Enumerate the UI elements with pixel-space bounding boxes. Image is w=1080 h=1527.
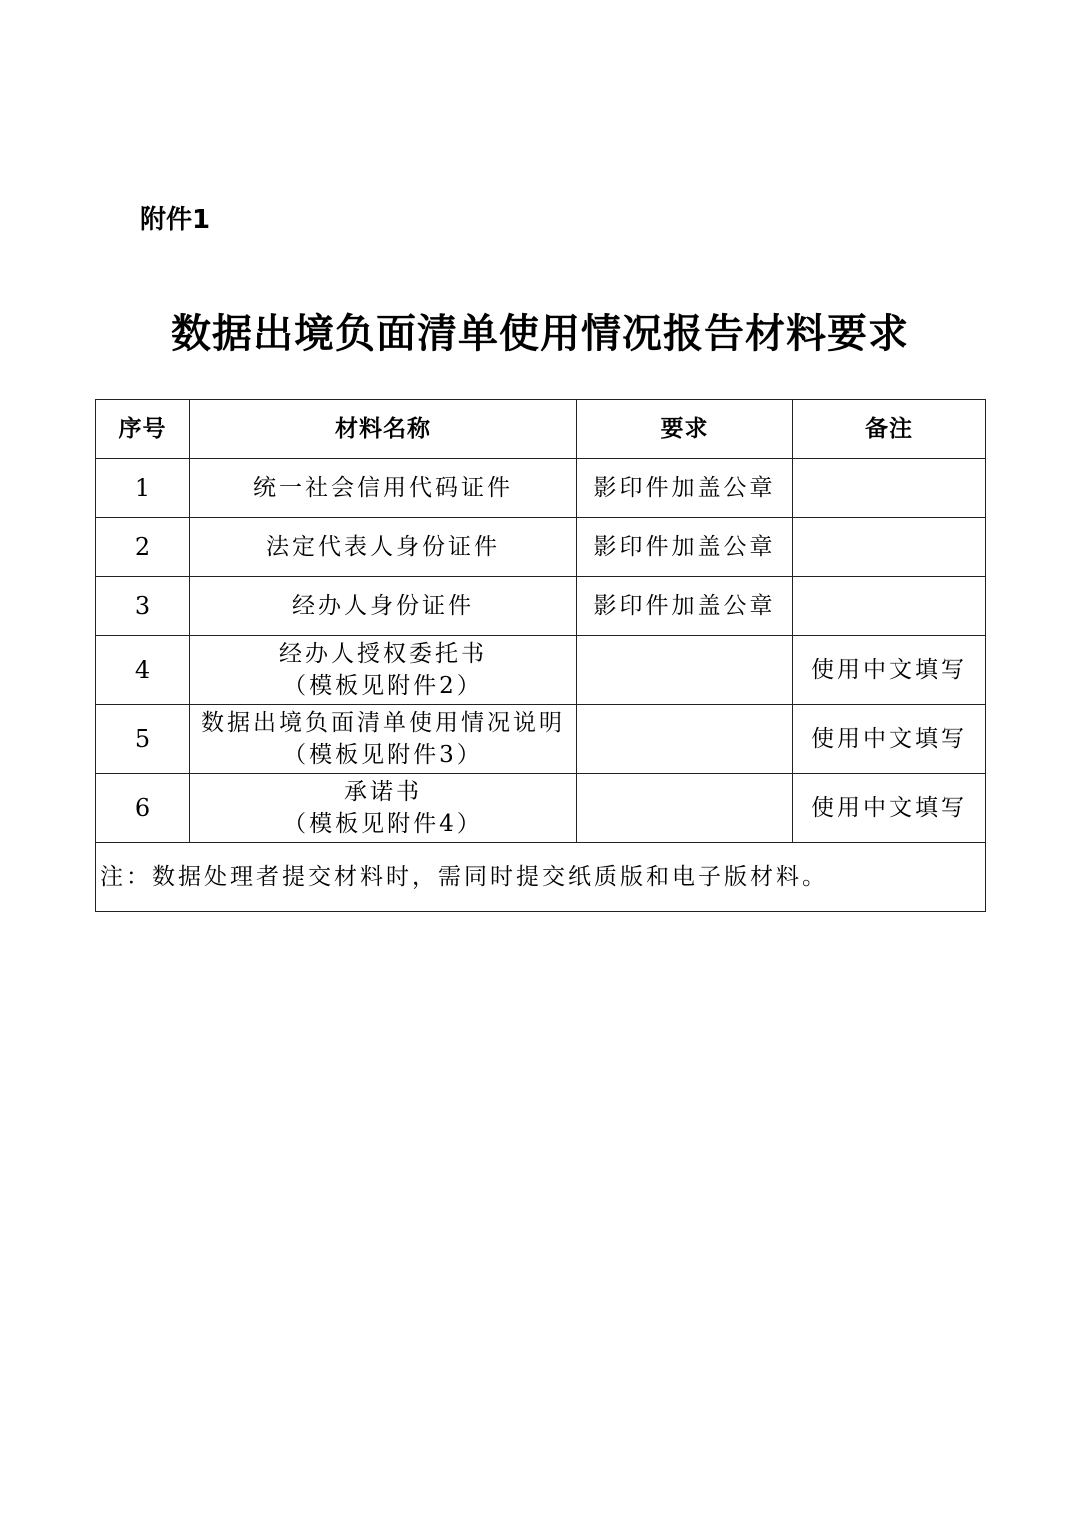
header-remark: 备注 [793,400,986,459]
material-name-cell [190,774,577,843]
table-row [96,518,986,577]
remark-cell [793,518,986,577]
table-row [96,705,986,774]
material-name-line: 经办人授权委托书 [279,641,487,667]
seq-cell [96,636,190,705]
table-note: 注：数据处理者提交材料时，需同时提交纸质版和电子版材料。 [96,843,986,912]
material-name-cell [190,636,577,705]
remark-cell: 使用中文填写 [793,636,986,705]
remark-cell: 使用中文填写 [793,774,986,843]
material-name-line: 数据出境负面清单使用情况说明 [201,710,565,736]
seq-number: 2 [134,532,151,561]
requirement-cell: 影印件加盖公章 [577,459,793,518]
material-name-cell: 统一社会信用代码证件 [190,459,577,518]
material-name-cell: 经办人身份证件 [190,577,577,636]
requirement-cell [577,636,793,705]
materials-table [95,399,986,912]
header-requirement: 要求 [577,400,793,459]
template-reference: （模板见附件3） [283,742,483,768]
attachment-label: 附件1 [140,205,211,235]
table-row [96,459,986,518]
table-row [96,636,986,705]
seq-cell [96,774,190,843]
table-row [96,774,986,843]
seq-cell [96,705,190,774]
material-name-line: 承诺书 [344,779,422,805]
remark-cell [793,459,986,518]
header-material-name: 材料名称 [190,400,577,459]
requirement-cell [577,774,793,843]
header-seq: 序号 [96,400,190,459]
seq-number: 6 [134,793,151,822]
seq-cell [96,459,190,518]
requirement-cell [577,705,793,774]
remark-cell: 使用中文填写 [793,705,986,774]
material-name-cell [190,705,577,774]
template-reference: （模板见附件2） [283,673,483,699]
seq-cell [96,518,190,577]
material-name-cell: 法定代表人身份证件 [190,518,577,577]
note-row [96,843,986,912]
seq-number: 4 [134,655,151,684]
seq-number: 3 [134,591,151,620]
requirement-cell: 影印件加盖公章 [577,577,793,636]
requirement-cell: 影印件加盖公章 [577,518,793,577]
table-row [96,577,986,636]
remark-cell [793,577,986,636]
template-reference: （模板见附件4） [283,811,483,837]
page-title: 数据出境负面清单使用情况报告材料要求 [171,311,909,357]
seq-number: 5 [134,724,151,753]
table-header-row [96,400,986,459]
seq-number: 1 [134,473,151,502]
seq-cell [96,577,190,636]
